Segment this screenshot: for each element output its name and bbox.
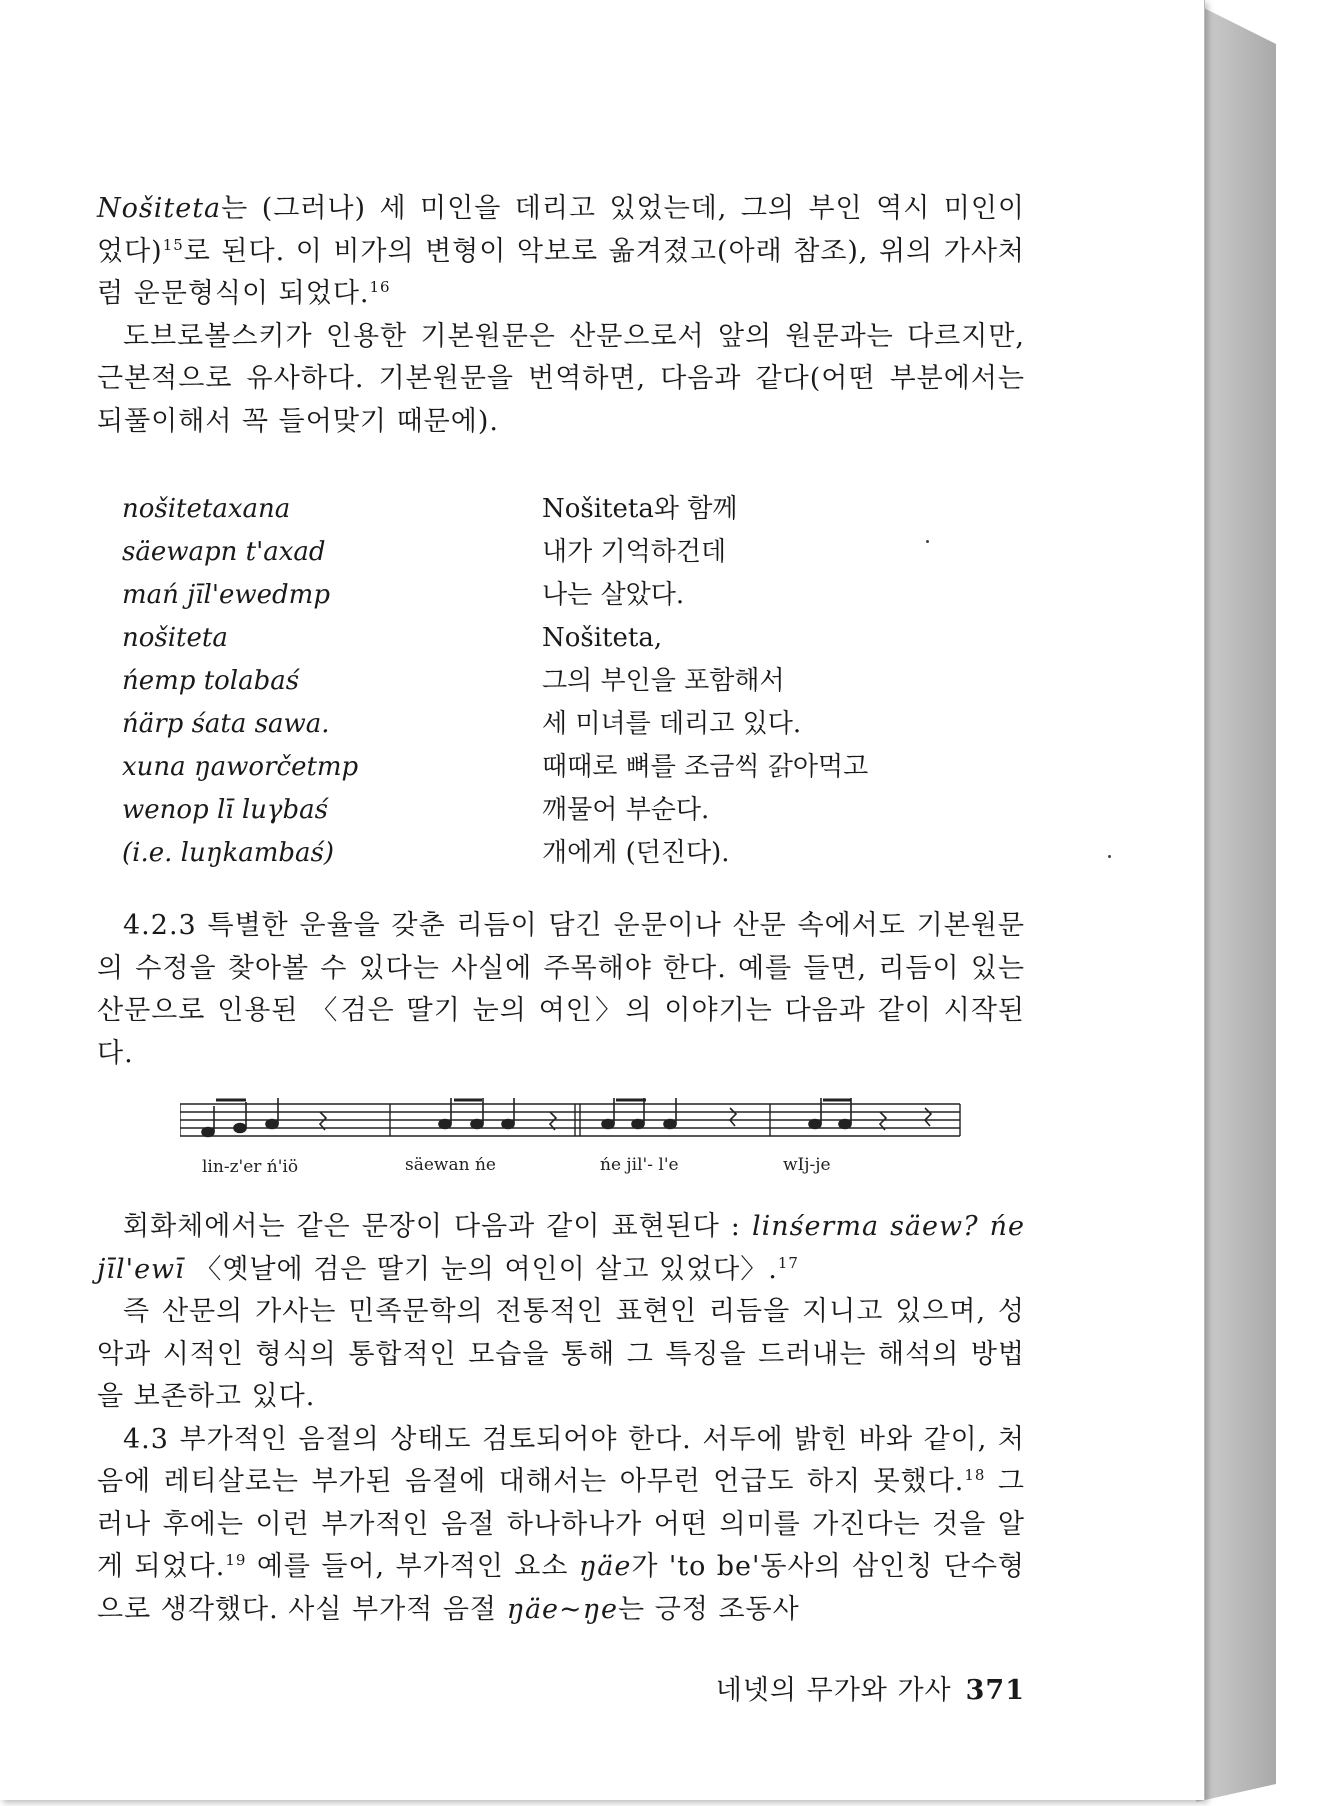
running-title: 네넷의 무가와 가사 [715, 1675, 952, 1706]
lyric-translation: 내가 기억하건데 [542, 537, 727, 567]
scan-speck [1108, 855, 1111, 858]
notation-syllable-1: lin-z'er ń'iö [202, 1157, 299, 1177]
lyric-original: mań jīl'ewedmp [122, 580, 330, 610]
intro-paragraph [97, 188, 1025, 316]
note-head [664, 1120, 676, 1129]
lyric-translation: 그의 부인을 포함해서 [542, 666, 785, 696]
footnote-ref-17: 17 [777, 1253, 799, 1272]
note-head [632, 1120, 644, 1129]
lyric-original: nošitetaxana [122, 494, 291, 524]
term-nae: ŋäe [578, 1551, 632, 1582]
lyric-row [122, 660, 962, 703]
lyric-row [122, 488, 962, 531]
rest-symbol [730, 1108, 736, 1126]
lyric-row [122, 574, 962, 617]
section-43-text-1: 4.3 부가적인 음절의 상태도 검토되어야 한다. 서두에 밝힌 바와 같이, 처음에 레티살로는 부가된 음절에 대해서는 아무런 언급도 하지 못했다. [97, 1423, 1025, 1497]
intro-text-1: 는 (그러나) 세 미인을 데리고 있었는데, 그의 부인 역시 미인이 었다) [97, 193, 1025, 267]
lyric-translation: 세 미녀를 데리고 있다. [542, 709, 802, 739]
note-head [471, 1120, 483, 1129]
lyric-row [122, 746, 962, 789]
footnote-ref-19: 19 [225, 1551, 247, 1569]
colloquial-gloss: 〈옛날에 검은 딸기 눈의 여인이 살고 있었다〉. [184, 1253, 778, 1285]
lyric-original: (i.e. luŋkambaś) [122, 838, 334, 868]
section-43-text-3: 예를 들어, 부가적인 요소 [246, 1551, 579, 1582]
lyric-original: wenop lī luγbaś [122, 795, 328, 825]
footnote-ref-16: 16 [369, 278, 391, 296]
lyric-original: säewapn t'axad [122, 537, 326, 567]
footnote-ref-18: 18 [964, 1466, 986, 1484]
lyric-original: xuna ŋaworčetmp [122, 752, 359, 782]
note-head [234, 1124, 246, 1133]
note-head [839, 1120, 851, 1129]
notation-syllable-4: wIj-je [783, 1155, 831, 1175]
colloquial-paragraph [97, 1206, 1025, 1291]
intro-block [97, 188, 1025, 443]
rest-symbol [925, 1108, 931, 1126]
page-number: 371 [965, 1675, 1025, 1706]
lyric-row [122, 531, 962, 574]
lyric-row [122, 789, 962, 832]
notation-syllable-2: säewan ńe [405, 1155, 496, 1175]
music-notation [180, 1094, 970, 1184]
page-edge [1196, 4, 1276, 1802]
section-423-paragraph: 4.2.3 특별한 운율을 갖춘 리듬이 담긴 운문이나 산문 속에서도 기본원문의 수정을 찾아볼 수 있다는 사실에 주목해야 한다. 예를 들면, 리듬이 있는 산문으로 인용된 〈검은 딸기 눈의 여인〉의 이야기는 다음과 같이 시작된다. [97, 910, 1025, 1069]
lyric-original: nošiteta [122, 623, 228, 653]
lyrics-table [122, 488, 962, 875]
note-head [439, 1120, 451, 1129]
section-423-block [97, 905, 1025, 1075]
colloquial-text: 회화체에서는 같은 문장이 다음과 같이 표현된다 : [123, 1211, 752, 1242]
note-head [809, 1120, 821, 1129]
term-nositeta: Nošiteta [97, 193, 222, 224]
intro-text-2: 로 된다. 이 비가의 변형이 악보로 옮겨졌고(아래 참조), 위의 가사처럼 운문형식이 되었다. [97, 235, 1025, 309]
lyric-row [122, 617, 962, 660]
lyric-translation: 때때로 뼈를 조금씩 갉아먹고 [542, 752, 869, 782]
lyric-translation: 깨물어 부순다. [542, 795, 710, 825]
lyric-translation: Nošiteta와 함께 [542, 494, 738, 524]
colloquial-quote: linśerma säew? ńe jīl'ewī [97, 1211, 1025, 1285]
lower-block [97, 1206, 1025, 1631]
section-43-text-2: 그러나 후에는 이런 부가적인 음절 하나하나가 어떤 의미를 가진다는 것을 알게 되었다. [97, 1466, 1025, 1582]
page-footer [716, 1668, 1025, 1707]
lyric-original: ńemp tolabaś [122, 666, 300, 696]
notation-syllable-3: ńe jil'- l'e [600, 1155, 679, 1175]
lyric-original: ńärp śata sawa. [122, 709, 330, 739]
note-head [502, 1120, 514, 1129]
footnote-ref-15: 15 [162, 235, 184, 254]
note-head [202, 1128, 214, 1137]
lyric-translation: 개에게 (던진다). [542, 838, 730, 868]
section-43-text-4: 가 'to be'동사의 삼인칭 단수형으로 생각했다. 사실 부가적 음절 [97, 1551, 1025, 1625]
lyric-translation: Nošiteta, [542, 623, 663, 653]
lyric-row [122, 832, 962, 875]
lyric-translation: 나는 살았다. [542, 580, 685, 610]
note-head [266, 1120, 278, 1129]
prose-paragraph: 즉 산문의 가사는 민족문학의 전통적인 표현인 리듬을 지니고 있으며, 성악과 시적인 형식의 통합적인 모습을 통해 그 특징을 드러내는 해석의 방법을 보존하고 있다. [97, 1296, 1025, 1412]
note-head [602, 1120, 614, 1129]
lyric-row [122, 703, 962, 746]
section-43-paragraph [97, 1419, 1025, 1632]
term-nae-ne: ŋäe~ŋe [506, 1593, 619, 1625]
basic-text-paragraph: 도브로볼스키가 인용한 기본원문은 산문으로서 앞의 원문과는 다르지만, 근본적으로 유사하다. 기본원문을 번역하면, 다음과 같다(어떤 부분에서는 되풀이해서 꼭 들어맞기 때문에). [97, 320, 1025, 437]
section-43-text-5: 는 긍정 조동사 [618, 1593, 800, 1625]
scan-speck [926, 540, 929, 543]
